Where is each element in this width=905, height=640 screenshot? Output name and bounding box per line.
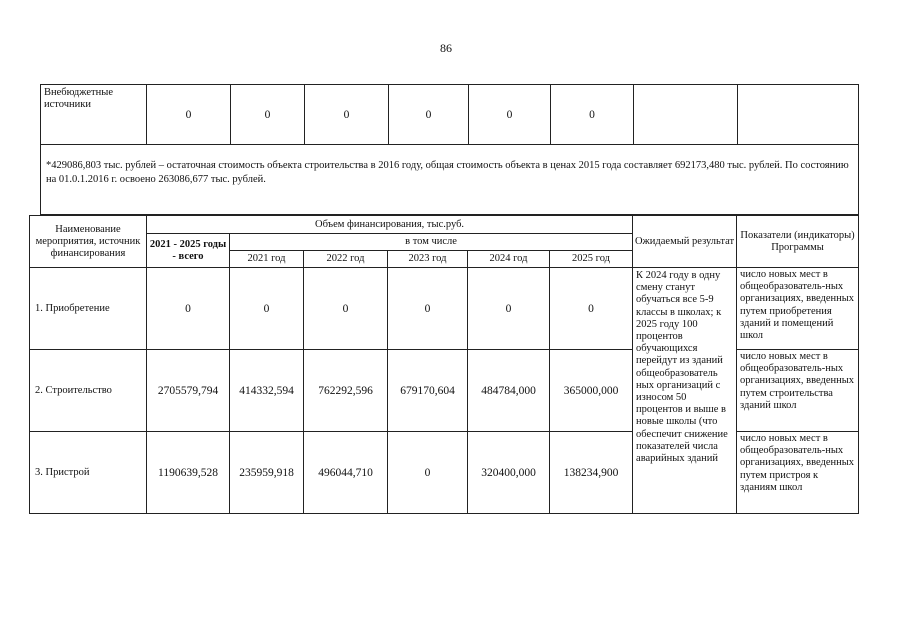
row-total: 1190639,528 bbox=[147, 432, 230, 514]
row-year-value: 138234,900 bbox=[550, 432, 633, 514]
row-indicator: число новых мест в общеобразователь-ных организациях, введенных путем строительства зданий школ bbox=[737, 350, 859, 432]
empty-cell bbox=[738, 85, 859, 145]
value-2025: 0 bbox=[551, 85, 634, 145]
header-indicators: Показатели (индикаторы) Программы bbox=[737, 216, 859, 268]
value-2023: 0 bbox=[389, 85, 469, 145]
header-year: 2024 год bbox=[468, 251, 550, 268]
header-expected: Ожидаемый результат bbox=[633, 216, 737, 268]
row-year-value: 0 bbox=[468, 268, 550, 350]
row-indicator: число новых мест в общеобразователь-ных организациях, введенных путем пристроя к зданиям школ bbox=[737, 432, 859, 514]
header-event: Наименование мероприятия, источник финансирования bbox=[30, 216, 147, 268]
value-2021: 0 bbox=[231, 85, 305, 145]
extrabudget-row bbox=[41, 85, 859, 145]
value-2022: 0 bbox=[305, 85, 389, 145]
value-2024: 0 bbox=[469, 85, 551, 145]
header-total: 2021 - 2025 годы - всего bbox=[147, 234, 230, 268]
row-year-value: 0 bbox=[230, 268, 304, 350]
note-row bbox=[41, 145, 859, 215]
header-year: 2025 год bbox=[550, 251, 633, 268]
row-year-value: 365000,000 bbox=[550, 350, 633, 432]
financing-table bbox=[29, 215, 859, 514]
expected-result: К 2024 году в одну смену станут обучаться все 5-9 классы в школах; к 2025 году 100 процентов обучающихся перейдут из зданий общеобразователь ных организаций с износом 50 процентов и выше в новые школы (что обеспечит снижение показателей числа аварийных зданий bbox=[633, 268, 737, 514]
row-year-value: 320400,000 bbox=[468, 432, 550, 514]
table-row bbox=[30, 268, 859, 350]
row-year-value: 0 bbox=[550, 268, 633, 350]
header-year: 2021 год bbox=[230, 251, 304, 268]
row-year-value: 0 bbox=[388, 268, 468, 350]
empty-cell bbox=[634, 85, 738, 145]
row-label: Внебюджетные источники bbox=[41, 85, 147, 145]
row-total: 2705579,794 bbox=[147, 350, 230, 432]
row-name: 2. Строительство bbox=[30, 350, 147, 432]
row-year-value: 496044,710 bbox=[304, 432, 388, 514]
row-year-value: 235959,918 bbox=[230, 432, 304, 514]
extrabudget-table bbox=[40, 84, 859, 215]
header-including: в том числе bbox=[230, 234, 633, 251]
row-total: 0 bbox=[147, 268, 230, 350]
row-year-value: 679170,604 bbox=[388, 350, 468, 432]
row-indicator: число новых мест в общеобразователь-ных организациях, введенных путем приобретения зданий и помещений школ bbox=[737, 268, 859, 350]
row-name: 3. Пристрой bbox=[30, 432, 147, 514]
row-year-value: 0 bbox=[388, 432, 468, 514]
row-year-value: 0 bbox=[304, 268, 388, 350]
header-funding: Объем финансирования, тыс.руб. bbox=[147, 216, 633, 234]
row-year-value: 762292,596 bbox=[304, 350, 388, 432]
header-year: 2023 год bbox=[388, 251, 468, 268]
row-year-value: 414332,594 bbox=[230, 350, 304, 432]
row-year-value: 484784,000 bbox=[468, 350, 550, 432]
header-year: 2022 год bbox=[304, 251, 388, 268]
page-number: 86 bbox=[440, 41, 452, 55]
row-name: 1. Приобретение bbox=[30, 268, 147, 350]
value-total: 0 bbox=[147, 85, 231, 145]
footnote: *429086,803 тыс. рублей – остаточная стоимость объекта строительства в 2016 году, общая стоимость объекта в ценах 2015 года составляет 692173,480 тыс. рублей. По состоянию на 01.0.1.2016 г. освоено 263086,677 тыс. рублей. bbox=[41, 145, 859, 215]
